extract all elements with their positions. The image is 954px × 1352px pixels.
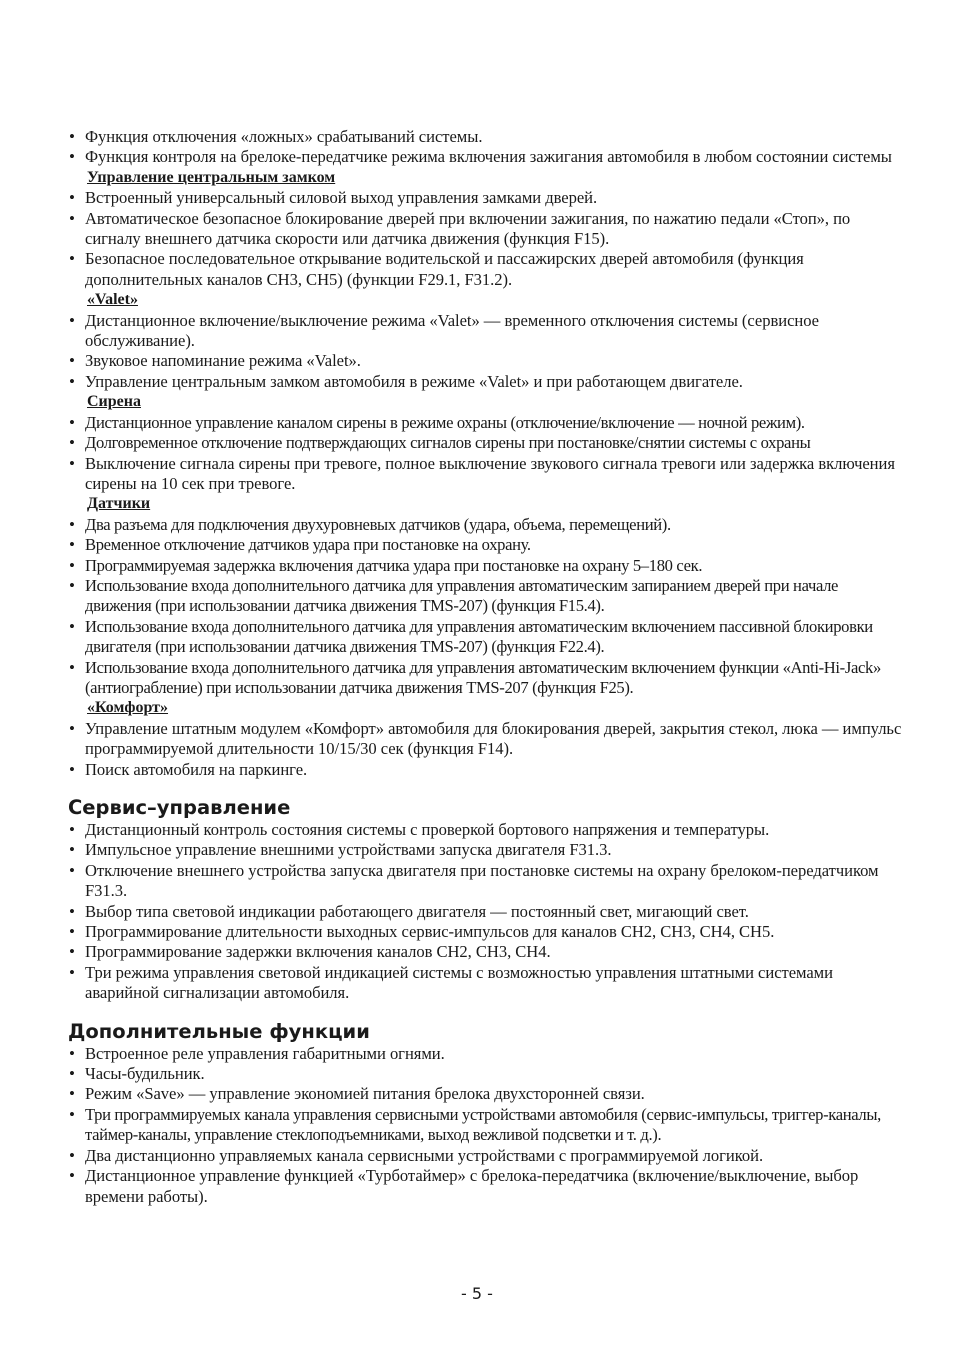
- siren-list: [68, 413, 904, 495]
- list-item: • Три режима управления световой индикацией системы с возможностью управления штатными системами аварийной сигнализации автомобиля.: [68, 963, 904, 1004]
- subheading-sensors: Датчики: [87, 495, 151, 513]
- page-number: - 5 -: [461, 1284, 493, 1303]
- list-item: • Функция контроля на брелоке-передатчике режима включения зажигания автомобиля в любом состоянии системы: [68, 147, 904, 167]
- subheading-central-lock: Управление центральным замком: [87, 168, 336, 186]
- list-item: • Управление центральным замком автомобиля в режиме «Valet» и при работающем двигателе.: [68, 372, 904, 392]
- sensors-list: [68, 515, 904, 699]
- list-item: • Отключение внешнего устройства запуска двигателя при постановке системы на охрану брелоком-передатчиком F31.3.: [68, 861, 904, 902]
- central-lock-list: [68, 188, 904, 290]
- section-title-service: Сервис–управление: [68, 796, 291, 819]
- list-item: • Три программируемых канала управления сервисными устройствами автомобиля (сервис-импульсы, триггер-каналы, таймер-каналы, управление стеклоподъемниками, выход вежливой подсветки и т. д.).: [68, 1105, 904, 1146]
- list-item: • Импульсное управление внешними устройствами запуска двигателя F31.3.: [68, 840, 904, 860]
- list-item: • Безопасное последовательное открывание водительской и пассажирских дверей автомобиля (функция дополнительных каналов CH3, CH5) (функции F29.1, F31.2).: [68, 249, 904, 290]
- subheading-valet: «Valet»: [87, 291, 138, 309]
- list-item: • Дистанционное включение/выключение режима «Valet» — временного отключения системы (сервисное обслуживание).: [68, 311, 904, 352]
- extra-list: [68, 1044, 904, 1207]
- list-item: • Дистанционный контроль состояния системы с проверкой бортового напряжения и температуры.: [68, 820, 904, 840]
- list-item: • Встроенное реле управления габаритными огнями.: [68, 1044, 904, 1064]
- list-item: • Программирование задержки включения каналов CH2, CH3, CH4.: [68, 942, 904, 962]
- list-item: • Поиск автомобиля на паркинге.: [68, 760, 904, 780]
- list-item: • Дистанционное управление каналом сирены в режиме охраны (отключение/включение — ночной режим).: [68, 413, 904, 433]
- list-item: • Использование входа дополнительного датчика для управления автоматическим включением пассивной блокировки двигателя (при использовании датчика движения TMS-207) (функция F22.4).: [68, 617, 904, 658]
- section-title-extra: Дополнительные функции: [68, 1019, 370, 1043]
- valet-list: [68, 311, 904, 393]
- list-item: • Дистанционное управление функцией «Турботаймер» с брелока-передатчика (включение/выключение, выбор времени работы).: [68, 1166, 904, 1207]
- list-item: • Выключение сигнала сирены при тревоге, полное выключение звукового сигнала тревоги или задержка включения сирены на 10 сек при тревоге.: [68, 454, 904, 495]
- list-item: • Временное отключение датчиков удара при постановке на охрану.: [68, 535, 904, 555]
- list-item: • Автоматическое безопасное блокирование дверей при включении зажигания, по нажатию педали «Стоп», по сигналу внешнего датчика скорости или датчика движения (функция F15).: [68, 209, 904, 250]
- list-item: • Долговременное отключение подтверждающих сигналов сирены при постановке/снятии системы с охраны: [68, 433, 904, 453]
- list-item: • Два дистанционно управляемых канала сервисными устройствами с программируемой логикой.: [68, 1146, 904, 1166]
- subheading-siren: Сирена: [87, 393, 141, 411]
- list-item: • Режим «Save» — управление экономией питания брелока двухсторонней связи.: [68, 1084, 904, 1104]
- list-item: • Программирование длительности выходных сервис-импульсов для каналов CH2, CH3, CH4, CH5.: [68, 922, 904, 942]
- list-item: • Звуковое напоминание режима «Valet».: [68, 351, 904, 371]
- comfort-list: [68, 719, 904, 780]
- list-item: • Использование входа дополнительного датчика для управления автоматическим запиранием дверей при начале движения (при использовании датчика движения TMS-207) (функция F15.4).: [68, 576, 904, 617]
- list-item: • Часы-будильник.: [68, 1064, 904, 1084]
- service-list: [68, 820, 904, 1004]
- list-item: • Использование входа дополнительного датчика для управления автоматическим включением функции «Anti-Hi-Jack» (антиограбление) при использовании датчика движения TMS-207 (функция F25).: [68, 658, 904, 699]
- subheading-comfort: «Комфорт»: [87, 699, 169, 717]
- list-item: • Выбор типа световой индикации работающего двигателя — постоянный свет, мигающий свет.: [68, 902, 904, 922]
- intro-list: [68, 127, 904, 168]
- list-item: • Управление штатным модулем «Комфорт» автомобиля для блокирования дверей, закрытия стекол, люка — импульс программируемой длительности 10/15/30 сек (функция F14).: [68, 719, 904, 760]
- document-page: [68, 127, 904, 1207]
- list-item: • Два разъема для подключения двухуровневых датчиков (удара, объема, перемещений).: [68, 515, 904, 535]
- list-item: • Программируемая задержка включения датчика удара при постановке на охрану 5–180 сек.: [68, 556, 904, 576]
- list-item: • Встроенный универсальный силовой выход управления замками дверей.: [68, 188, 904, 208]
- list-item: • Функция отключения «ложных» срабатываний системы.: [68, 127, 904, 147]
